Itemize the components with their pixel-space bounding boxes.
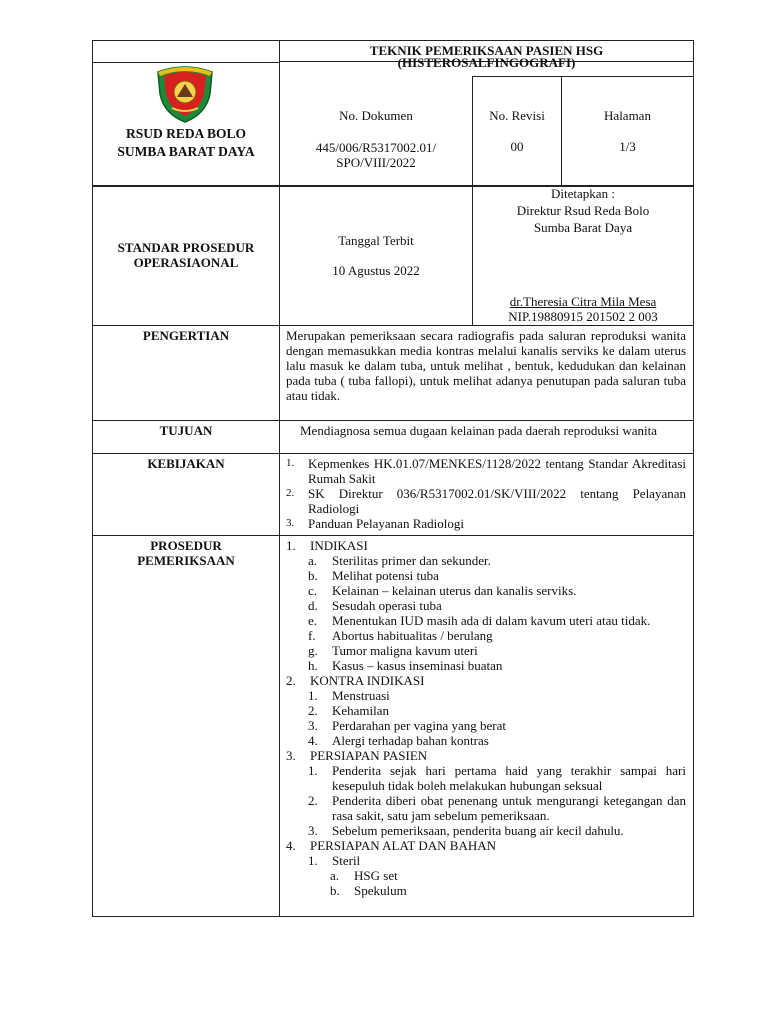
table-border-right bbox=[693, 40, 694, 917]
row-divider-kebijakan bbox=[92, 535, 694, 536]
indikasi-item bbox=[308, 553, 686, 568]
section-indikasi bbox=[286, 538, 686, 553]
doc-number-line-2: SPO/VIII/2022 bbox=[336, 155, 416, 170]
hospital-logo bbox=[152, 64, 218, 124]
item-text: Menentukan IUD masih ada di dalam kavum uteri atau tidak. bbox=[332, 613, 651, 628]
table-border-top bbox=[92, 40, 694, 41]
item-text: Penderita diberi obat penenang untuk mengurangi ketegangan dan rasa sakit, satu jam sebelum pemeriksaan. bbox=[332, 793, 686, 823]
section-number: 2. bbox=[286, 673, 296, 688]
kontra-item bbox=[308, 733, 686, 748]
item-text: Menstruasi bbox=[332, 688, 390, 703]
kebijakan-item-number: 1. bbox=[286, 457, 295, 469]
kebijakan-item bbox=[286, 516, 686, 531]
item-letter: b. bbox=[330, 883, 340, 898]
item-text: Spekulum bbox=[354, 883, 407, 898]
item-text: Kasus – kasus inseminasi buatan bbox=[332, 658, 503, 673]
doc-number-line-1: 445/006/R5317002.01/ bbox=[315, 140, 437, 155]
hospital-name-line-1: RSUD REDA BOLO bbox=[125, 126, 247, 141]
table-border-left bbox=[92, 40, 93, 917]
item-text: HSG set bbox=[354, 868, 398, 883]
item-text: Sterilitas primer dan sekunder. bbox=[332, 553, 491, 568]
item-text: Perdarahan per vagina yang berat bbox=[332, 718, 506, 733]
prosedur-content bbox=[286, 538, 686, 898]
alat-item bbox=[330, 883, 686, 898]
item-letter: d. bbox=[308, 598, 318, 613]
hospital-name bbox=[93, 125, 279, 161]
section-title: PERSIAPAN ALAT DAN BAHAN bbox=[310, 838, 497, 853]
item-number: 1. bbox=[308, 763, 318, 778]
document-title bbox=[280, 43, 693, 70]
page-value: 1/3 bbox=[619, 139, 636, 154]
section-number: 1. bbox=[286, 538, 296, 553]
section-number: 3. bbox=[286, 748, 296, 763]
signer-nip: NIP.19880915 201502 2 003 bbox=[508, 309, 658, 324]
kebijakan-item-text: Kepmenkes HK.01.07/MENKES/1128/2022 tentang Standar Akreditasi Rumah Sakit bbox=[308, 456, 686, 486]
pengertian-text: Merupakan pemeriksaan secara radiografis pada saluran reproduksi wanita dengan memasukkan media kontras melalui kanalis serviks ke dalam uterus lalu masuk ke dalam tuba, untuk melihat , bentuk, kedudukan dan kelainan pada tuba ( tuba fallopi), untuk melihat adanya penutupan pada saluran tuba atau tidak. bbox=[286, 328, 686, 403]
table-border-bottom bbox=[92, 916, 694, 917]
item-text: Sebelum pemeriksaan, penderita buang air kecil dahulu. bbox=[332, 823, 624, 838]
kebijakan-list bbox=[286, 456, 686, 531]
spo-label-line-2: OPERASIAONAL bbox=[133, 255, 239, 270]
item-number: 2. bbox=[308, 703, 318, 718]
approval-line-1: Ditetapkan : bbox=[551, 186, 615, 201]
issue-date-label: Tanggal Terbit bbox=[338, 233, 414, 248]
indikasi-item bbox=[308, 643, 686, 658]
section-alat-bahan bbox=[286, 838, 686, 853]
item-text: Alergi terhadap bahan kontras bbox=[332, 733, 489, 748]
item-letter: a. bbox=[330, 868, 340, 883]
section-persiapan-pasien bbox=[286, 748, 686, 763]
title-line-2: (HISTEROSALFINGOGRAFI) bbox=[397, 55, 576, 70]
item-letter: b. bbox=[308, 568, 318, 583]
prosedur-label-line-1: PROSEDUR bbox=[150, 538, 222, 553]
item-letter: f. bbox=[308, 628, 316, 643]
spo-label bbox=[93, 240, 279, 270]
item-text: Penderita sejak hari pertama haid yang terakhir sampai hari kesepuluh tidak boleh melakukan hubungan seksual bbox=[332, 763, 686, 793]
spo-label-line-1: STANDAR PROSEDUR bbox=[117, 240, 255, 255]
item-text: Kehamilan bbox=[332, 703, 390, 718]
item-text: Tumor maligna kavum uteri bbox=[332, 643, 478, 658]
alat-item bbox=[330, 868, 686, 883]
indikasi-item bbox=[308, 598, 686, 613]
item-letter: c. bbox=[308, 583, 318, 598]
kebijakan-item-text: SK Direktur 036/R5317002.01/SK/VIII/2022 tentang Pelayanan Radiologi bbox=[308, 486, 686, 516]
indikasi-item bbox=[308, 568, 686, 583]
section-title: INDIKASI bbox=[310, 538, 368, 553]
kontra-item bbox=[308, 703, 686, 718]
issue-date-value: 10 Agustus 2022 bbox=[332, 263, 420, 278]
hospital-row-top bbox=[92, 62, 280, 63]
revision-value: 00 bbox=[510, 139, 524, 154]
item-number: 3. bbox=[308, 718, 318, 733]
item-letter: h. bbox=[308, 658, 318, 673]
item-letter: g. bbox=[308, 643, 318, 658]
item-number: 3. bbox=[308, 823, 318, 838]
rev-page-divider bbox=[561, 76, 562, 186]
row-divider-pengertian bbox=[92, 420, 694, 421]
prosedur-label-line-2: PEMERIKSAAN bbox=[137, 553, 235, 568]
item-text: Melihat potensi tuba bbox=[332, 568, 439, 583]
prosedur-label bbox=[93, 538, 279, 568]
kebijakan-item bbox=[286, 456, 686, 486]
kebijakan-item-number: 3. bbox=[286, 517, 295, 529]
col-divider bbox=[279, 40, 280, 917]
section-title: PERSIAPAN PASIEN bbox=[310, 748, 428, 763]
revision-label: No. Revisi bbox=[489, 108, 545, 123]
pengertian-label: PENGERTIAN bbox=[142, 328, 230, 343]
doc-number-label: No. Dokumen bbox=[339, 108, 413, 123]
persiapan-item bbox=[308, 763, 686, 793]
kebijakan-item-text: Panduan Pelayanan Radiologi bbox=[308, 516, 464, 531]
kebijakan-item bbox=[286, 486, 686, 516]
kebijakan-item-number: 2. bbox=[286, 487, 295, 499]
kebijakan-label: KEBIJAKAN bbox=[147, 456, 225, 471]
indikasi-item bbox=[308, 658, 686, 673]
meta-row-top bbox=[472, 76, 694, 77]
item-number: 4. bbox=[308, 733, 318, 748]
page-label: Halaman bbox=[604, 108, 651, 123]
item-number: 1. bbox=[308, 688, 318, 703]
item-text: Abortus habitualitas / berulang bbox=[332, 628, 493, 643]
doc-rev-divider bbox=[472, 76, 473, 186]
item-text: Sesudah operasi tuba bbox=[332, 598, 442, 613]
item-number: 2. bbox=[308, 793, 318, 808]
signer-name: dr.Theresia Citra Mila Mesa bbox=[509, 294, 657, 309]
title-line-1: TEKNIK PEMERIKSAAN PASIEN HSG bbox=[369, 43, 604, 58]
row-divider-tujuan bbox=[92, 453, 694, 454]
kontra-item bbox=[308, 718, 686, 733]
approval-block bbox=[473, 185, 693, 236]
section-title: KONTRA INDIKASI bbox=[310, 673, 425, 688]
item-text: Steril bbox=[332, 853, 361, 868]
kontra-item bbox=[308, 688, 686, 703]
doc-number-value bbox=[280, 140, 472, 170]
tujuan-text: Mendiagnosa semua dugaan kelainan pada daerah reproduksi wanita bbox=[300, 423, 658, 438]
section-kontra-indikasi bbox=[286, 673, 686, 688]
item-letter: e. bbox=[308, 613, 318, 628]
indikasi-item bbox=[308, 583, 686, 598]
section-number: 4. bbox=[286, 838, 296, 853]
persiapan-item bbox=[308, 823, 686, 838]
item-letter: a. bbox=[308, 553, 318, 568]
item-text: Kelainan – kelainan uterus dan kanalis serviks. bbox=[332, 583, 577, 598]
indikasi-item bbox=[308, 628, 686, 643]
indikasi-item bbox=[308, 613, 686, 628]
alat-subsection bbox=[308, 853, 686, 868]
row-divider-spo bbox=[92, 325, 694, 326]
tujuan-label: TUJUAN bbox=[159, 423, 213, 438]
hospital-name-line-2: SUMBA BARAT DAYA bbox=[117, 144, 255, 159]
approval-line-2: Direktur Rsud Reda Bolo bbox=[516, 203, 650, 218]
approval-line-3: Sumba Barat Daya bbox=[533, 220, 633, 235]
item-number: 1. bbox=[308, 853, 318, 868]
persiapan-item bbox=[308, 793, 686, 823]
